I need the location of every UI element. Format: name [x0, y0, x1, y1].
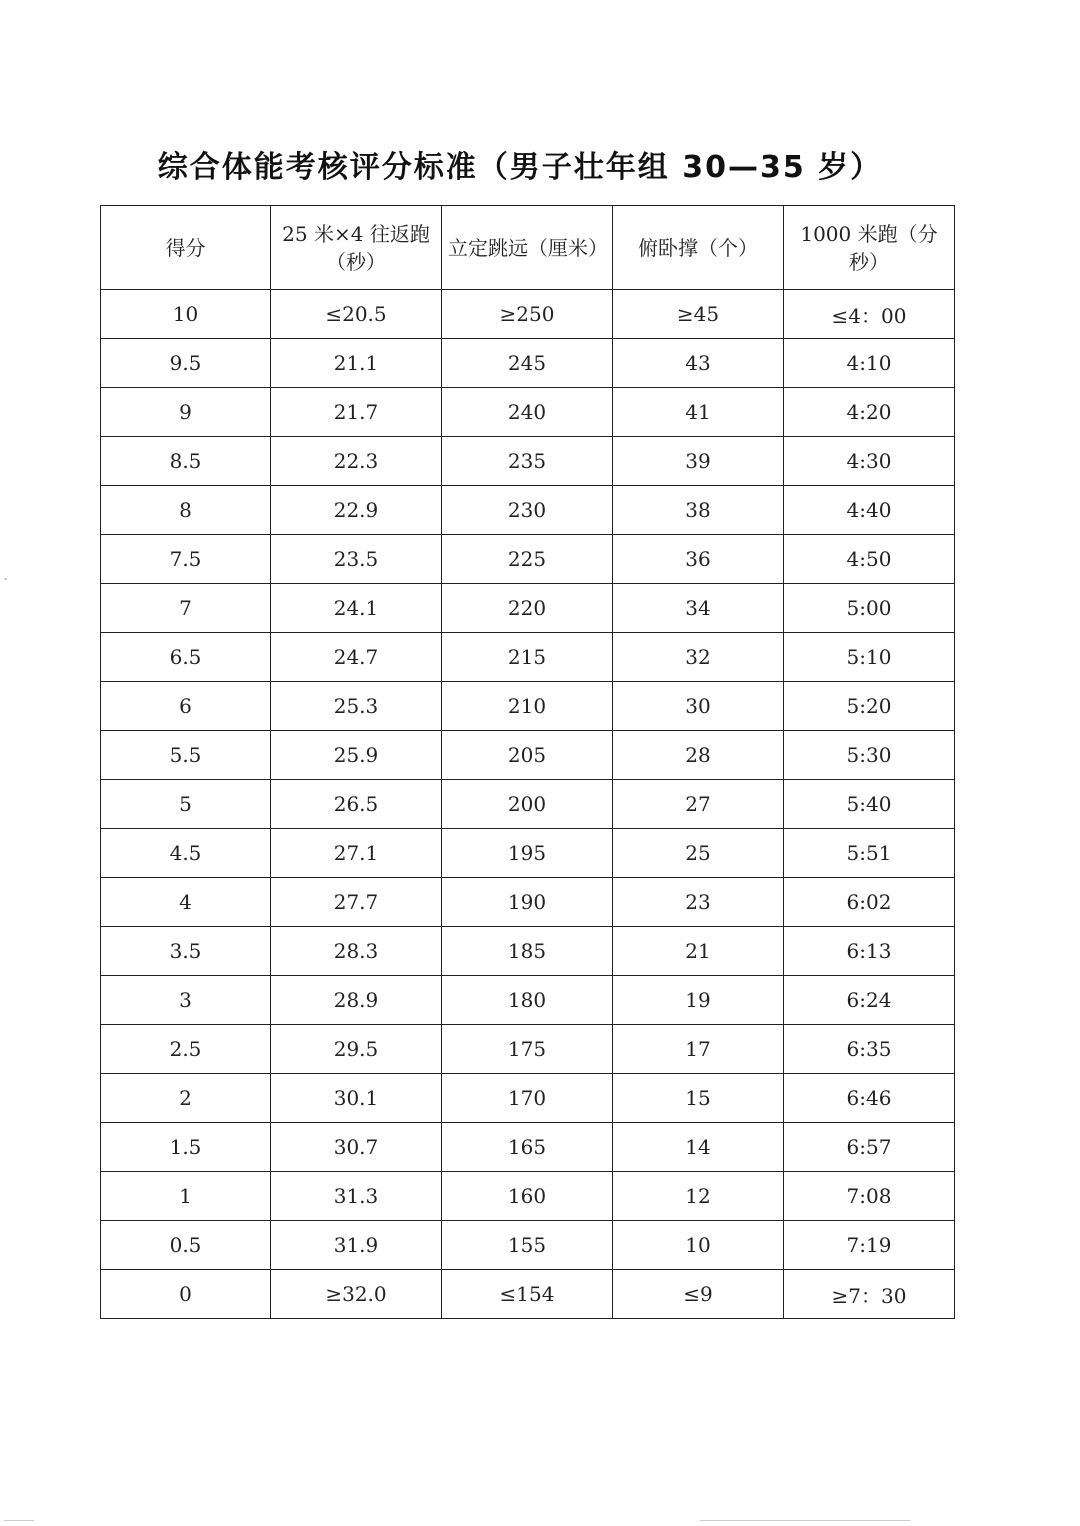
- cell-standing-long-jump: 165: [442, 1123, 613, 1172]
- cell-1000m-run: ≤4：00: [784, 290, 955, 339]
- cell-shuttle-run: ≤20.5: [271, 290, 442, 339]
- cell-1000m-run: ≥7：30: [784, 1270, 955, 1319]
- scan-mark-left: [4, 578, 7, 580]
- cell-standing-long-jump: 170: [442, 1074, 613, 1123]
- cell-1000m-run: 4:30: [784, 437, 955, 486]
- cell-1000m-run: 6:57: [784, 1123, 955, 1172]
- cell-push-ups: 17: [613, 1025, 784, 1074]
- cell-1000m-run: 7:08: [784, 1172, 955, 1221]
- cell-push-ups: 15: [613, 1074, 784, 1123]
- cell-push-ups: 41: [613, 388, 784, 437]
- cell-1000m-run: 5:51: [784, 829, 955, 878]
- cell-1000m-run: 6:13: [784, 927, 955, 976]
- cell-push-ups: ≤9: [613, 1270, 784, 1319]
- cell-score: 0.5: [101, 1221, 271, 1270]
- page-title: 综合体能考核评分标准（男子壮年组 30—35 岁）: [157, 150, 883, 185]
- cell-push-ups: 19: [613, 976, 784, 1025]
- cell-standing-long-jump: 235: [442, 437, 613, 486]
- cell-push-ups: 10: [613, 1221, 784, 1270]
- header-shuttle-run: 25 米×4 往返跑（秒）: [271, 206, 442, 290]
- cell-push-ups: 25: [613, 829, 784, 878]
- table-row: [101, 780, 955, 829]
- cell-standing-long-jump: 225: [442, 535, 613, 584]
- table-row: [101, 486, 955, 535]
- table-row: [101, 388, 955, 437]
- cell-score: 7: [101, 584, 271, 633]
- cell-standing-long-jump: 195: [442, 829, 613, 878]
- cell-push-ups: 28: [613, 731, 784, 780]
- table-row: [101, 927, 955, 976]
- cell-shuttle-run: 29.5: [271, 1025, 442, 1074]
- cell-shuttle-run: 21.7: [271, 388, 442, 437]
- table-row: [101, 1270, 955, 1319]
- cell-shuttle-run: 21.1: [271, 339, 442, 388]
- cell-1000m-run: 4:40: [784, 486, 955, 535]
- cell-standing-long-jump: ≤154: [442, 1270, 613, 1319]
- cell-standing-long-jump: ≥250: [442, 290, 613, 339]
- table-row: [101, 829, 955, 878]
- table-row: [101, 682, 955, 731]
- cell-standing-long-jump: 230: [442, 486, 613, 535]
- cell-score: 1.5: [101, 1123, 271, 1172]
- table-row: [101, 1221, 955, 1270]
- cell-score: 7.5: [101, 535, 271, 584]
- cell-score: 3.5: [101, 927, 271, 976]
- table-row: [101, 633, 955, 682]
- cell-score: 2: [101, 1074, 271, 1123]
- cell-shuttle-run: 25.9: [271, 731, 442, 780]
- cell-score: 3: [101, 976, 271, 1025]
- cell-shuttle-run: 30.7: [271, 1123, 442, 1172]
- table-row: [101, 437, 955, 486]
- cell-1000m-run: 6:02: [784, 878, 955, 927]
- cell-score: 4: [101, 878, 271, 927]
- cell-1000m-run: 5:10: [784, 633, 955, 682]
- cell-push-ups: 14: [613, 1123, 784, 1172]
- cell-1000m-run: 4:50: [784, 535, 955, 584]
- cell-1000m-run: 6:35: [784, 1025, 955, 1074]
- cell-score: 6.5: [101, 633, 271, 682]
- cell-standing-long-jump: 175: [442, 1025, 613, 1074]
- cell-score: 10: [101, 290, 271, 339]
- cell-standing-long-jump: 200: [442, 780, 613, 829]
- cell-shuttle-run: 22.3: [271, 437, 442, 486]
- table-row: [101, 1074, 955, 1123]
- cell-1000m-run: 5:00: [784, 584, 955, 633]
- header-score: 得分: [101, 206, 271, 290]
- cell-shuttle-run: 27.1: [271, 829, 442, 878]
- cell-1000m-run: 5:20: [784, 682, 955, 731]
- table-row: [101, 1172, 955, 1221]
- cell-score: 9.5: [101, 339, 271, 388]
- table-row: [101, 339, 955, 388]
- cell-push-ups: 23: [613, 878, 784, 927]
- cell-shuttle-run: 26.5: [271, 780, 442, 829]
- cell-push-ups: ≥45: [613, 290, 784, 339]
- cell-score: 1: [101, 1172, 271, 1221]
- cell-score: 5: [101, 780, 271, 829]
- cell-1000m-run: 5:40: [784, 780, 955, 829]
- cell-push-ups: 27: [613, 780, 784, 829]
- cell-push-ups: 39: [613, 437, 784, 486]
- header-1000m-run: 1000 米跑（分秒）: [784, 206, 955, 290]
- cell-standing-long-jump: 220: [442, 584, 613, 633]
- cell-shuttle-run: 28.9: [271, 976, 442, 1025]
- table-row: [101, 535, 955, 584]
- cell-score: 8: [101, 486, 271, 535]
- cell-score: 9: [101, 388, 271, 437]
- cell-score: 4.5: [101, 829, 271, 878]
- table-row: [101, 584, 955, 633]
- scan-mark-bottom: [4, 1520, 34, 1521]
- cell-shuttle-run: 31.9: [271, 1221, 442, 1270]
- cell-standing-long-jump: 160: [442, 1172, 613, 1221]
- table-header-row: [101, 206, 955, 290]
- cell-1000m-run: 4:20: [784, 388, 955, 437]
- cell-score: 5.5: [101, 731, 271, 780]
- cell-1000m-run: 6:24: [784, 976, 955, 1025]
- cell-1000m-run: 7:19: [784, 1221, 955, 1270]
- table-row: [101, 878, 955, 927]
- table-row: [101, 731, 955, 780]
- scoring-table: [100, 205, 955, 1319]
- cell-standing-long-jump: 155: [442, 1221, 613, 1270]
- cell-standing-long-jump: 240: [442, 388, 613, 437]
- cell-standing-long-jump: 210: [442, 682, 613, 731]
- cell-standing-long-jump: 245: [442, 339, 613, 388]
- cell-shuttle-run: 28.3: [271, 927, 442, 976]
- cell-shuttle-run: 23.5: [271, 535, 442, 584]
- cell-push-ups: 34: [613, 584, 784, 633]
- table-row: [101, 290, 955, 339]
- cell-standing-long-jump: 205: [442, 731, 613, 780]
- cell-1000m-run: 4:10: [784, 339, 955, 388]
- cell-shuttle-run: 30.1: [271, 1074, 442, 1123]
- cell-push-ups: 36: [613, 535, 784, 584]
- cell-score: 8.5: [101, 437, 271, 486]
- cell-shuttle-run: 24.7: [271, 633, 442, 682]
- cell-push-ups: 32: [613, 633, 784, 682]
- cell-push-ups: 38: [613, 486, 784, 535]
- cell-standing-long-jump: 190: [442, 878, 613, 927]
- cell-score: 6: [101, 682, 271, 731]
- cell-push-ups: 30: [613, 682, 784, 731]
- table-body: [101, 290, 955, 1319]
- cell-shuttle-run: 22.9: [271, 486, 442, 535]
- cell-push-ups: 12: [613, 1172, 784, 1221]
- cell-score: 2.5: [101, 1025, 271, 1074]
- cell-shuttle-run: 27.7: [271, 878, 442, 927]
- cell-shuttle-run: 25.3: [271, 682, 442, 731]
- cell-standing-long-jump: 185: [442, 927, 613, 976]
- cell-1000m-run: 5:30: [784, 731, 955, 780]
- header-standing-long-jump: 立定跳远（厘米）: [442, 206, 613, 290]
- cell-push-ups: 21: [613, 927, 784, 976]
- scan-mark-bottom-right: [700, 1520, 910, 1521]
- header-push-ups: 俯卧撑（个）: [613, 206, 784, 290]
- table-row: [101, 1025, 955, 1074]
- table-row: [101, 976, 955, 1025]
- cell-push-ups: 43: [613, 339, 784, 388]
- cell-shuttle-run: 31.3: [271, 1172, 442, 1221]
- cell-shuttle-run: ≥32.0: [271, 1270, 442, 1319]
- cell-score: 0: [101, 1270, 271, 1319]
- cell-standing-long-jump: 215: [442, 633, 613, 682]
- cell-standing-long-jump: 180: [442, 976, 613, 1025]
- table-row: [101, 1123, 955, 1172]
- cell-shuttle-run: 24.1: [271, 584, 442, 633]
- cell-1000m-run: 6:46: [784, 1074, 955, 1123]
